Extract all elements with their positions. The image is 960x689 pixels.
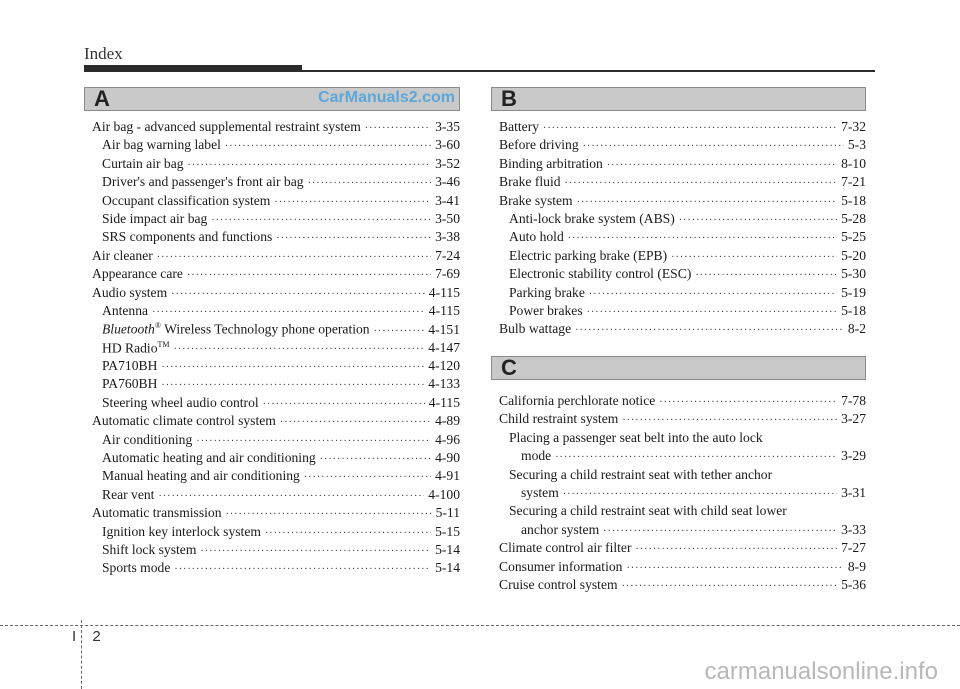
- entry-text: [509, 467, 772, 483]
- index-entry[interactable]: [499, 303, 866, 321]
- entry-text: [102, 432, 192, 448]
- entry-text: [499, 321, 571, 337]
- dot-leader: [276, 233, 431, 244]
- index-entry[interactable]: [499, 174, 866, 192]
- index-entry[interactable]: [92, 524, 460, 542]
- entry-label: Sports mode: [102, 560, 171, 576]
- entry-label: Audio system: [92, 284, 168, 300]
- dot-leader: [211, 215, 431, 226]
- dot-leader: [636, 544, 838, 555]
- dot-leader: [365, 123, 431, 134]
- index-entry[interactable]: [499, 137, 866, 155]
- index-entry[interactable]: [92, 303, 460, 321]
- entry-page: 7-27: [841, 540, 866, 556]
- entry-page: 5-30: [841, 266, 866, 282]
- entry-text: [509, 430, 763, 446]
- entry-page: 5-14: [435, 541, 460, 557]
- entry-page: 3-50: [435, 210, 460, 226]
- dot-leader: [304, 472, 431, 483]
- entry-page: 3-52: [435, 155, 460, 171]
- index-column-c: [499, 393, 866, 595]
- entry-label: Battery: [499, 119, 540, 134]
- entry-page: 5-3: [847, 137, 866, 153]
- entry-page: 3-29: [841, 448, 866, 464]
- entry-text: [92, 266, 183, 282]
- index-column-a: [92, 119, 460, 579]
- dot-leader: [158, 491, 424, 502]
- entry-page: 3-33: [841, 521, 866, 537]
- index-entry[interactable]: [92, 266, 460, 284]
- entry-text: [102, 229, 272, 245]
- dot-leader: [555, 452, 837, 463]
- dot-leader: [575, 325, 844, 336]
- index-entry[interactable]: [499, 430, 866, 448]
- index-entry[interactable]: [499, 229, 866, 247]
- dot-leader: [583, 141, 844, 152]
- entry-label: Before driving: [499, 137, 579, 153]
- entry-page: 4-147: [428, 340, 460, 356]
- index-entry-continuation[interactable]: [499, 448, 866, 466]
- entry-page: 4-151: [428, 321, 460, 337]
- entry-text: [102, 303, 148, 319]
- index-entry[interactable]: [499, 156, 866, 174]
- index-entry[interactable]: [92, 468, 460, 486]
- dot-leader: [225, 141, 431, 152]
- entry-text: [509, 229, 564, 245]
- entry-text: [102, 193, 270, 209]
- entry-label: Parking brake: [509, 284, 585, 300]
- index-entry[interactable]: [499, 540, 866, 558]
- entry-label: Appearance care: [92, 266, 183, 282]
- entry-label: Placing a passenger seat belt into the auto lock: [509, 429, 763, 445]
- entry-label: Child restraint system: [499, 411, 619, 427]
- entry-page: 4-89: [435, 413, 460, 429]
- entry-text: [509, 303, 583, 319]
- entry-label: California perchlorate notice: [499, 393, 656, 408]
- dot-leader: [188, 160, 432, 171]
- dot-leader: [320, 454, 431, 465]
- index-entry[interactable]: [499, 467, 866, 485]
- entry-text: [509, 503, 787, 519]
- entry-text: [92, 285, 167, 301]
- entry-label: Bulb wattage: [499, 321, 572, 337]
- entry-label: Air bag warning label: [102, 137, 221, 153]
- index-entry[interactable]: [92, 432, 460, 450]
- entry-label: Curtain air bag: [102, 155, 184, 171]
- index-entry[interactable]: [92, 285, 460, 303]
- dot-leader: [568, 233, 837, 244]
- entry-text: [102, 542, 196, 558]
- entry-page: 5-18: [841, 302, 866, 318]
- entry-text: [92, 119, 361, 135]
- index-entry[interactable]: [92, 487, 460, 505]
- index-entry[interactable]: [92, 211, 460, 229]
- index-entry[interactable]: [92, 560, 460, 578]
- entry-page: 5-19: [841, 284, 866, 300]
- entry-label: Binding arbitration: [499, 155, 603, 171]
- index-entry-continuation[interactable]: [499, 485, 866, 503]
- section-bar-c: [491, 356, 866, 380]
- entry-page: 4-115: [428, 284, 460, 300]
- entry-page: 7-78: [841, 393, 866, 408]
- entry-label: Ignition key interlock system: [102, 523, 261, 539]
- entry-page: 8-9: [847, 558, 866, 574]
- entry-label: HD Radio: [102, 340, 158, 356]
- entry-text: [102, 487, 154, 503]
- entry-text: [499, 156, 603, 172]
- index-entry[interactable]: [92, 376, 460, 394]
- entry-page: 4-90: [435, 450, 460, 466]
- entry-text: [102, 137, 221, 153]
- index-entry[interactable]: [92, 450, 460, 468]
- entry-page: 4-115: [428, 302, 460, 318]
- entry-label: Wireless Technology phone operation: [164, 321, 370, 337]
- entry-label: Manual heating and air conditioning: [102, 468, 300, 484]
- dot-leader: [152, 307, 425, 318]
- dot-leader: [607, 160, 837, 171]
- index-column-b: [499, 119, 866, 340]
- registered-mark: ®: [154, 321, 161, 331]
- entry-label: PA710BH: [102, 358, 158, 374]
- index-entry[interactable]: [499, 119, 866, 137]
- entry-label: Cruise control system: [499, 576, 618, 592]
- section-letter-c: C: [501, 355, 517, 380]
- dot-leader: [157, 252, 431, 263]
- entry-label: Rear vent: [102, 486, 155, 502]
- entry-label: Air conditioning: [102, 431, 193, 447]
- entry-page: 5-11: [435, 505, 460, 521]
- index-entry[interactable]: [92, 321, 460, 339]
- footer-rule: [0, 625, 960, 626]
- dot-leader: [200, 546, 431, 557]
- entry-label: Shift lock system: [102, 541, 197, 557]
- entry-label: Occupant classification system: [102, 192, 271, 208]
- index-entry[interactable]: [499, 193, 866, 211]
- header-rule-thin: [84, 70, 875, 72]
- entry-label: Automatic heating and air conditioning: [102, 450, 316, 466]
- index-entry[interactable]: [499, 321, 866, 339]
- entry-label: Anti-lock brake system (ABS): [509, 210, 675, 226]
- entry-text: [499, 577, 618, 593]
- entry-text: [102, 524, 261, 540]
- dot-leader: [565, 178, 838, 189]
- index-entry[interactable]: [499, 248, 866, 266]
- entry-continuation: system: [521, 484, 559, 500]
- index-entry[interactable]: [92, 193, 460, 211]
- dot-leader: [671, 252, 837, 263]
- entry-label: Automatic transmission: [92, 505, 222, 521]
- entry-page: 8-2: [847, 321, 866, 337]
- index-entry[interactable]: [499, 411, 866, 429]
- entry-text: [499, 193, 573, 209]
- entry-label: Electric parking brake (EPB): [509, 247, 668, 263]
- dot-leader: [587, 307, 837, 318]
- index-entry[interactable]: [92, 174, 460, 192]
- entry-text: [102, 450, 316, 466]
- index-entry[interactable]: [92, 137, 460, 155]
- index-entry[interactable]: [92, 395, 460, 413]
- dot-leader: [171, 289, 425, 300]
- index-entry[interactable]: [92, 156, 460, 174]
- entry-text: [509, 266, 691, 282]
- entry-text: [509, 285, 585, 301]
- entry-page: 4-91: [435, 468, 460, 484]
- section-letter-b: B: [501, 86, 517, 111]
- index-entry[interactable]: [92, 542, 460, 560]
- section-bar-a: [84, 87, 460, 111]
- entry-page: 4-100: [428, 486, 460, 502]
- section-bar-b: [491, 87, 866, 111]
- entry-page: 5-15: [435, 523, 460, 539]
- entry-page: 3-27: [841, 411, 866, 427]
- dot-leader: [622, 415, 837, 426]
- index-entry[interactable]: [92, 248, 460, 266]
- dot-leader: [263, 399, 425, 410]
- entry-page: 8-10: [841, 155, 866, 171]
- entry-text: [499, 137, 579, 153]
- entry-page: 5-28: [841, 210, 866, 226]
- index-entry[interactable]: [499, 559, 866, 577]
- dot-leader: [622, 581, 838, 592]
- index-entry[interactable]: [92, 229, 460, 247]
- entry-text: [509, 211, 675, 227]
- entry-label: Brake system: [499, 192, 573, 208]
- index-entry[interactable]: [499, 503, 866, 521]
- dot-leader: [589, 289, 837, 300]
- dot-leader: [174, 564, 431, 575]
- entry-label: Securing a child restraint seat with child seat lower: [509, 503, 787, 519]
- entry-page: 7-69: [435, 266, 460, 282]
- index-entry[interactable]: [92, 358, 460, 376]
- entry-page: 4-133: [428, 376, 460, 392]
- entry-label: Air cleaner: [92, 247, 153, 263]
- dot-leader: [695, 270, 837, 281]
- dot-leader: [308, 178, 432, 189]
- dot-leader: [280, 417, 431, 428]
- entry-text: [102, 395, 259, 411]
- entry-label: Side impact air bag: [102, 210, 208, 226]
- entry-page: 3-35: [435, 119, 460, 134]
- entry-page: 4-120: [428, 358, 460, 374]
- entry-text: [102, 174, 304, 190]
- entry-text: [102, 340, 170, 357]
- dot-leader: [161, 362, 424, 373]
- entry-page: 5-36: [841, 576, 866, 592]
- index-entry[interactable]: [92, 413, 460, 431]
- entry-page: 7-21: [841, 174, 866, 190]
- entry-page: 4-115: [428, 394, 460, 410]
- entry-label: Auto hold: [509, 229, 564, 245]
- dot-leader: [196, 436, 431, 447]
- dot-leader: [626, 563, 843, 574]
- entry-text: [102, 376, 157, 392]
- entry-text: [499, 411, 618, 427]
- entry-continuation: mode: [521, 448, 552, 464]
- entry-text: [92, 505, 222, 521]
- index-entry[interactable]: [92, 119, 460, 137]
- entry-text: [92, 413, 276, 429]
- entry-text: [102, 358, 157, 374]
- entry-page: 7-32: [841, 119, 866, 134]
- entry-label: Climate control air filter: [499, 540, 632, 556]
- entry-page: 5-14: [435, 560, 460, 576]
- entry-page: 3-46: [435, 174, 460, 190]
- entry-text: [499, 119, 539, 135]
- section-letter-a: A: [94, 86, 110, 111]
- index-entry-continuation[interactable]: [499, 522, 866, 540]
- dot-leader: [174, 344, 425, 355]
- entry-text: [102, 468, 300, 484]
- entry-label: Electronic stability control (ESC): [509, 266, 692, 282]
- entry-label: Power brakes: [509, 302, 583, 318]
- entry-label: Air bag - advanced supplemental restraint system: [92, 119, 361, 134]
- entry-label: Antenna: [102, 302, 149, 318]
- index-entry[interactable]: [499, 393, 866, 411]
- entry-text: [499, 174, 561, 190]
- dot-leader: [226, 509, 432, 520]
- dot-leader: [265, 528, 431, 539]
- entry-label: SRS components and functions: [102, 229, 273, 245]
- page-title: Index: [84, 44, 123, 63]
- dot-leader: [679, 215, 837, 226]
- entry-text: [102, 211, 207, 227]
- index-entry[interactable]: [499, 285, 866, 303]
- entry-text: [499, 393, 655, 409]
- entry-text: [499, 540, 632, 556]
- dot-leader: [659, 397, 837, 408]
- dot-leader: [543, 123, 837, 134]
- watermark-link[interactable]: CarManuals2.com: [318, 89, 455, 106]
- entry-page: 5-18: [841, 192, 866, 208]
- dot-leader: [563, 489, 837, 500]
- entry-text: [102, 321, 370, 338]
- entry-text: [509, 248, 667, 264]
- dot-leader: [374, 326, 425, 337]
- entry-label: Steering wheel audio control: [102, 394, 259, 410]
- entry-page: 4-96: [435, 431, 460, 447]
- index-entry[interactable]: [92, 340, 460, 358]
- entry-label: PA760BH: [102, 376, 158, 392]
- index-entry[interactable]: [499, 577, 866, 595]
- index-entry[interactable]: [499, 266, 866, 284]
- page-number: I 2: [72, 628, 107, 645]
- entry-page: 3-31: [841, 484, 866, 500]
- entry-text: [102, 560, 170, 576]
- entry-label: Consumer information: [499, 558, 623, 574]
- entry-text: [92, 248, 153, 264]
- footer-watermark[interactable]: carmanualsonline.info: [704, 658, 938, 685]
- dot-leader: [274, 197, 431, 208]
- entry-page: 3-41: [435, 192, 460, 208]
- index-entry[interactable]: [92, 505, 460, 523]
- entry-italic-prefix: Bluetooth: [102, 321, 155, 337]
- dot-leader: [161, 380, 424, 391]
- entry-label: Securing a child restraint seat with tether anchor: [509, 466, 773, 482]
- dot-leader: [187, 270, 431, 281]
- dot-leader: [577, 197, 837, 208]
- entry-continuation: anchor system: [521, 521, 600, 537]
- entry-label: Driver's and passenger's front air bag: [102, 174, 304, 190]
- dot-leader: [603, 526, 837, 537]
- entry-text: [499, 559, 622, 575]
- entry-page: 5-25: [841, 229, 866, 245]
- trademark-mark: TM: [157, 339, 170, 349]
- index-entry[interactable]: [499, 211, 866, 229]
- entry-label: Brake fluid: [499, 174, 561, 190]
- entry-page: 3-38: [435, 229, 460, 245]
- entry-text: [102, 156, 184, 172]
- entry-page: 7-24: [435, 247, 460, 263]
- entry-page: 3-60: [435, 137, 460, 153]
- entry-page: 5-20: [841, 247, 866, 263]
- entry-label: Automatic climate control system: [92, 413, 276, 429]
